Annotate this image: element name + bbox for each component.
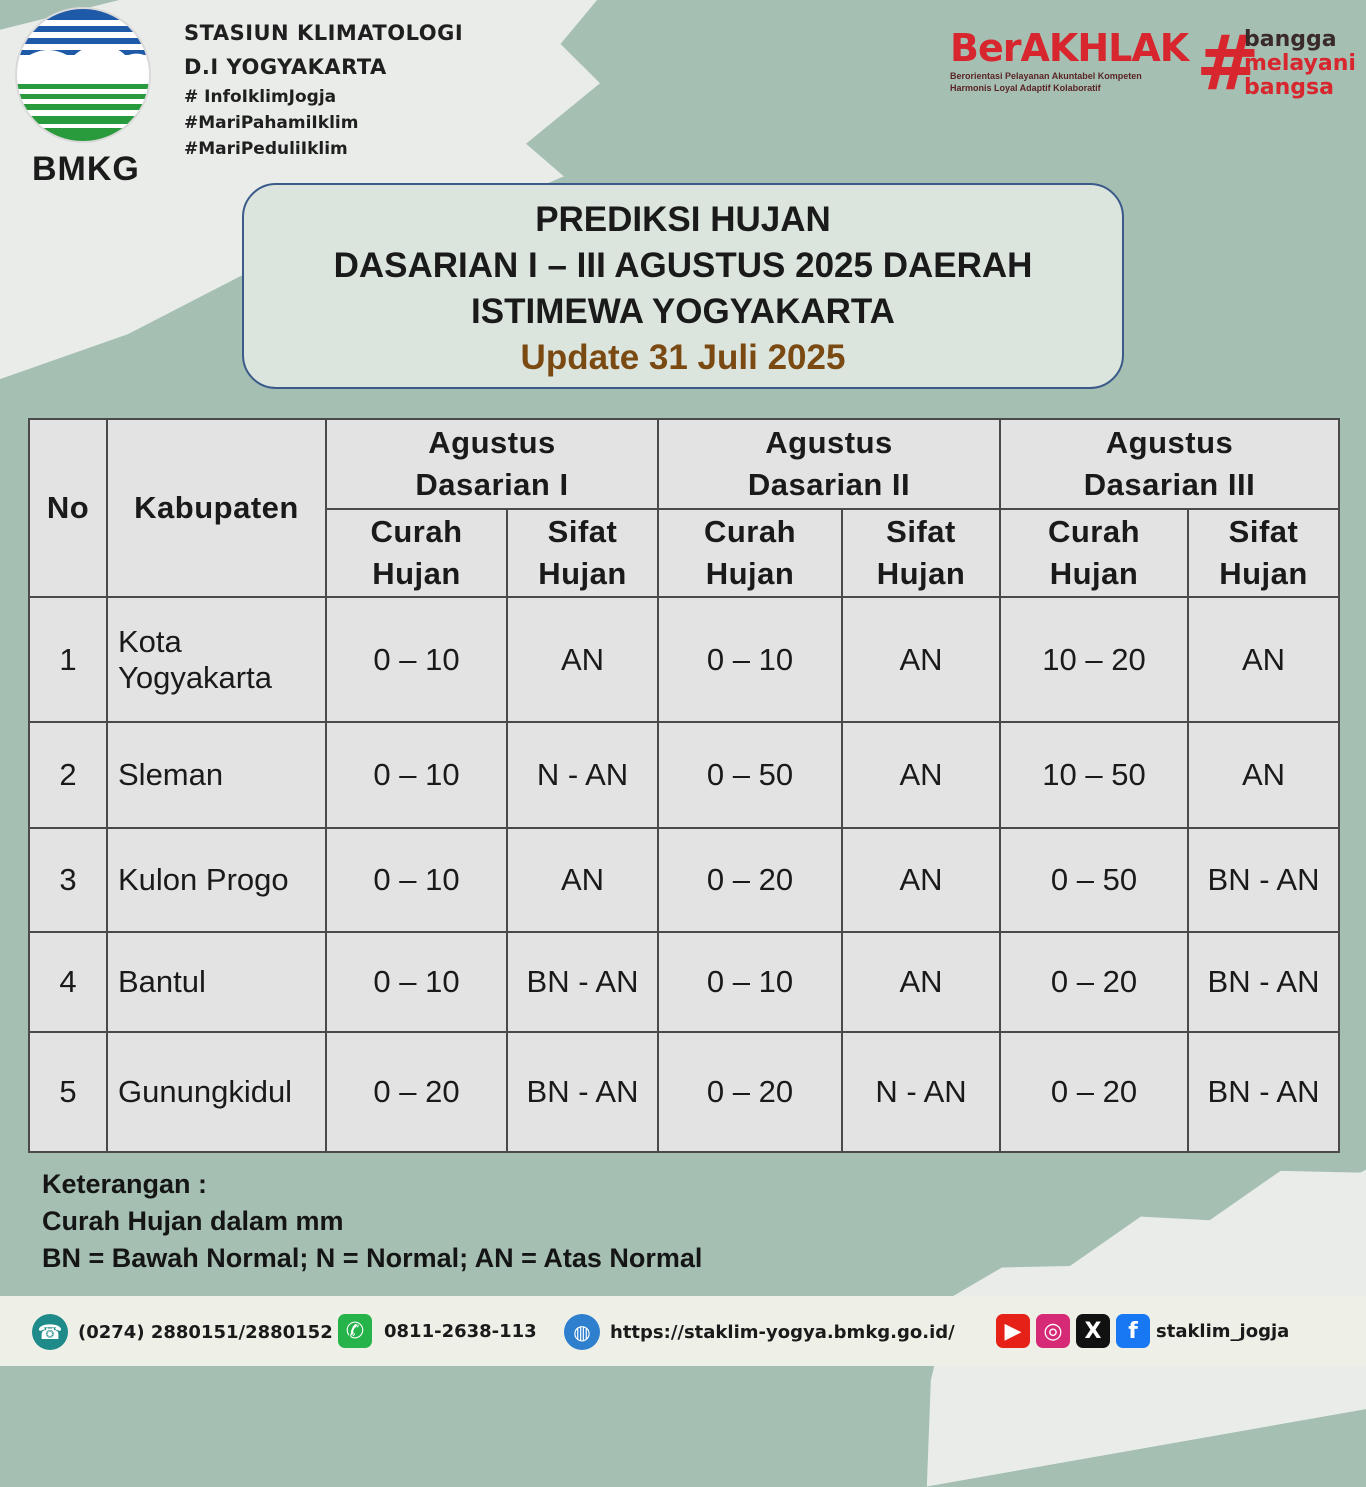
title-line1: PREDIKSI HUJAN: [535, 200, 831, 239]
cell-sifat: AN: [507, 828, 658, 932]
header-sifat-hujan: Sifat Hujan: [1188, 509, 1339, 597]
cell-curah: 0 – 10: [326, 597, 507, 722]
notes-line: BN = Bawah Normal; N = Normal; AN = Atas Normal: [42, 1243, 703, 1273]
cell-no: 4: [29, 932, 107, 1032]
cell-kabupaten: Kota Yogyakarta: [107, 597, 326, 722]
header-period-2: Agustus Dasarian II: [658, 419, 1000, 509]
table-row: [29, 1032, 1339, 1152]
cell-curah: 0 – 20: [658, 828, 842, 932]
phone-icon: ☎: [32, 1314, 68, 1350]
notes: [42, 1166, 702, 1277]
cell-no: 1: [29, 597, 107, 722]
footer-website[interactable]: [564, 1314, 955, 1350]
cell-sifat: BN - AN: [1188, 828, 1339, 932]
cell-sifat: AN: [507, 597, 658, 722]
cell-sifat: AN: [842, 932, 1000, 1032]
hashtag-icon: #: [1196, 18, 1260, 107]
header-curah-hujan: Curah Hujan: [658, 509, 842, 597]
table-header-row: [29, 419, 1339, 509]
youtube-icon[interactable]: ▶: [996, 1314, 1030, 1348]
footer-whatsapp[interactable]: [338, 1314, 537, 1348]
cell-sifat: N - AN: [507, 722, 658, 828]
cell-curah: 10 – 50: [1000, 722, 1188, 828]
berakhlak-title: BerAKHLAK: [950, 26, 1189, 70]
station-name-line2: D.I YOGYAKARTA: [184, 55, 387, 79]
header-curah-hujan: Curah Hujan: [326, 509, 507, 597]
table-row: [29, 597, 1339, 722]
table-row: [29, 722, 1339, 828]
cell-sifat: AN: [1188, 597, 1339, 722]
social-handle[interactable]: staklim_jogja: [1156, 1320, 1290, 1342]
bangga-word: melayani: [1244, 51, 1356, 76]
station-info: [184, 16, 463, 162]
header-period-3: Agustus Dasarian III: [1000, 419, 1339, 509]
cell-curah: 0 – 10: [326, 932, 507, 1032]
cell-no: 2: [29, 722, 107, 828]
header-curah-hujan: Curah Hujan: [1000, 509, 1188, 597]
hashtag: #MariPahamiIklim: [184, 113, 359, 133]
cell-no: 5: [29, 1032, 107, 1152]
footer-bar: [0, 1296, 1366, 1366]
whatsapp-number: 0811-2638-113: [384, 1320, 537, 1342]
x-icon[interactable]: X: [1076, 1314, 1110, 1348]
hashtag: #MariPeduliIklim: [184, 139, 348, 159]
bmkg-logo-text: BMKG: [32, 150, 140, 188]
cell-curah: 0 – 10: [326, 722, 507, 828]
title-line3: ISTIMEWA YOGYAKARTA: [471, 292, 895, 331]
cell-no: 3: [29, 828, 107, 932]
cell-sifat: N - AN: [842, 1032, 1000, 1152]
notes-heading: Keterangan :: [42, 1169, 208, 1199]
cell-sifat: AN: [842, 828, 1000, 932]
cell-curah: 0 – 20: [658, 1032, 842, 1152]
title-box: [242, 183, 1124, 389]
cell-curah: 0 – 10: [326, 828, 507, 932]
cell-kabupaten: Gunungkidul: [107, 1032, 326, 1152]
header-no: No: [29, 419, 107, 597]
cell-sifat: BN - AN: [507, 932, 658, 1032]
rain-prediction-table: [28, 418, 1340, 1153]
header-sifat-hujan: Sifat Hujan: [507, 509, 658, 597]
bangga-word: bangsa: [1244, 75, 1334, 100]
footer-phone[interactable]: [32, 1314, 333, 1350]
table-row: [29, 828, 1339, 932]
cell-sifat: AN: [842, 722, 1000, 828]
footer-social: [996, 1314, 1289, 1348]
whatsapp-icon: ✆: [338, 1314, 372, 1348]
bmkg-logo-icon: [14, 6, 152, 144]
header-kabupaten: Kabupaten: [107, 419, 326, 597]
table-row: [29, 932, 1339, 1032]
cell-sifat: BN - AN: [1188, 932, 1339, 1032]
title-line2: DASARIAN I – III AGUSTUS 2025 DAERAH: [333, 246, 1033, 285]
cell-sifat: AN: [1188, 722, 1339, 828]
update-date: Update 31 Juli 2025: [520, 338, 846, 377]
cell-curah: 10 – 20: [1000, 597, 1188, 722]
cell-kabupaten: Sleman: [107, 722, 326, 828]
bangga-word: bangga: [1244, 27, 1337, 52]
cell-curah: 0 – 50: [658, 722, 842, 828]
station-name-line1: STASIUN KLIMATOLOGI: [184, 21, 464, 45]
globe-icon: ◍: [564, 1314, 600, 1350]
cell-curah: 0 – 50: [1000, 828, 1188, 932]
berakhlak-logo: [950, 26, 1188, 94]
berakhlak-sub: Harmonis Loyal Adaptif Kolaboratif: [950, 83, 1101, 93]
phone-number: (0274) 2880151/2880152: [78, 1321, 333, 1343]
instagram-icon[interactable]: ◎: [1036, 1314, 1070, 1348]
cell-curah: 0 – 10: [658, 597, 842, 722]
website-url: https://staklim-yogya.bmkg.go.id/: [610, 1321, 955, 1343]
header-sifat-hujan: Sifat Hujan: [842, 509, 1000, 597]
cell-kabupaten: Kulon Progo: [107, 828, 326, 932]
cell-curah: 0 – 20: [326, 1032, 507, 1152]
notes-line: Curah Hujan dalam mm: [42, 1206, 344, 1236]
cell-kabupaten: Bantul: [107, 932, 326, 1032]
cell-sifat: BN - AN: [1188, 1032, 1339, 1152]
cell-curah: 0 – 10: [658, 932, 842, 1032]
header-period-1: Agustus Dasarian I: [326, 419, 658, 509]
berakhlak-sub: Berorientasi Pelayanan Akuntabel Kompeten: [950, 71, 1142, 81]
cell-curah: 0 – 20: [1000, 1032, 1188, 1152]
hashtag: # InfoIklimJogja: [184, 87, 337, 107]
facebook-icon[interactable]: f: [1116, 1314, 1150, 1348]
cell-curah: 0 – 20: [1000, 932, 1188, 1032]
cell-sifat: AN: [842, 597, 1000, 722]
cell-sifat: BN - AN: [507, 1032, 658, 1152]
